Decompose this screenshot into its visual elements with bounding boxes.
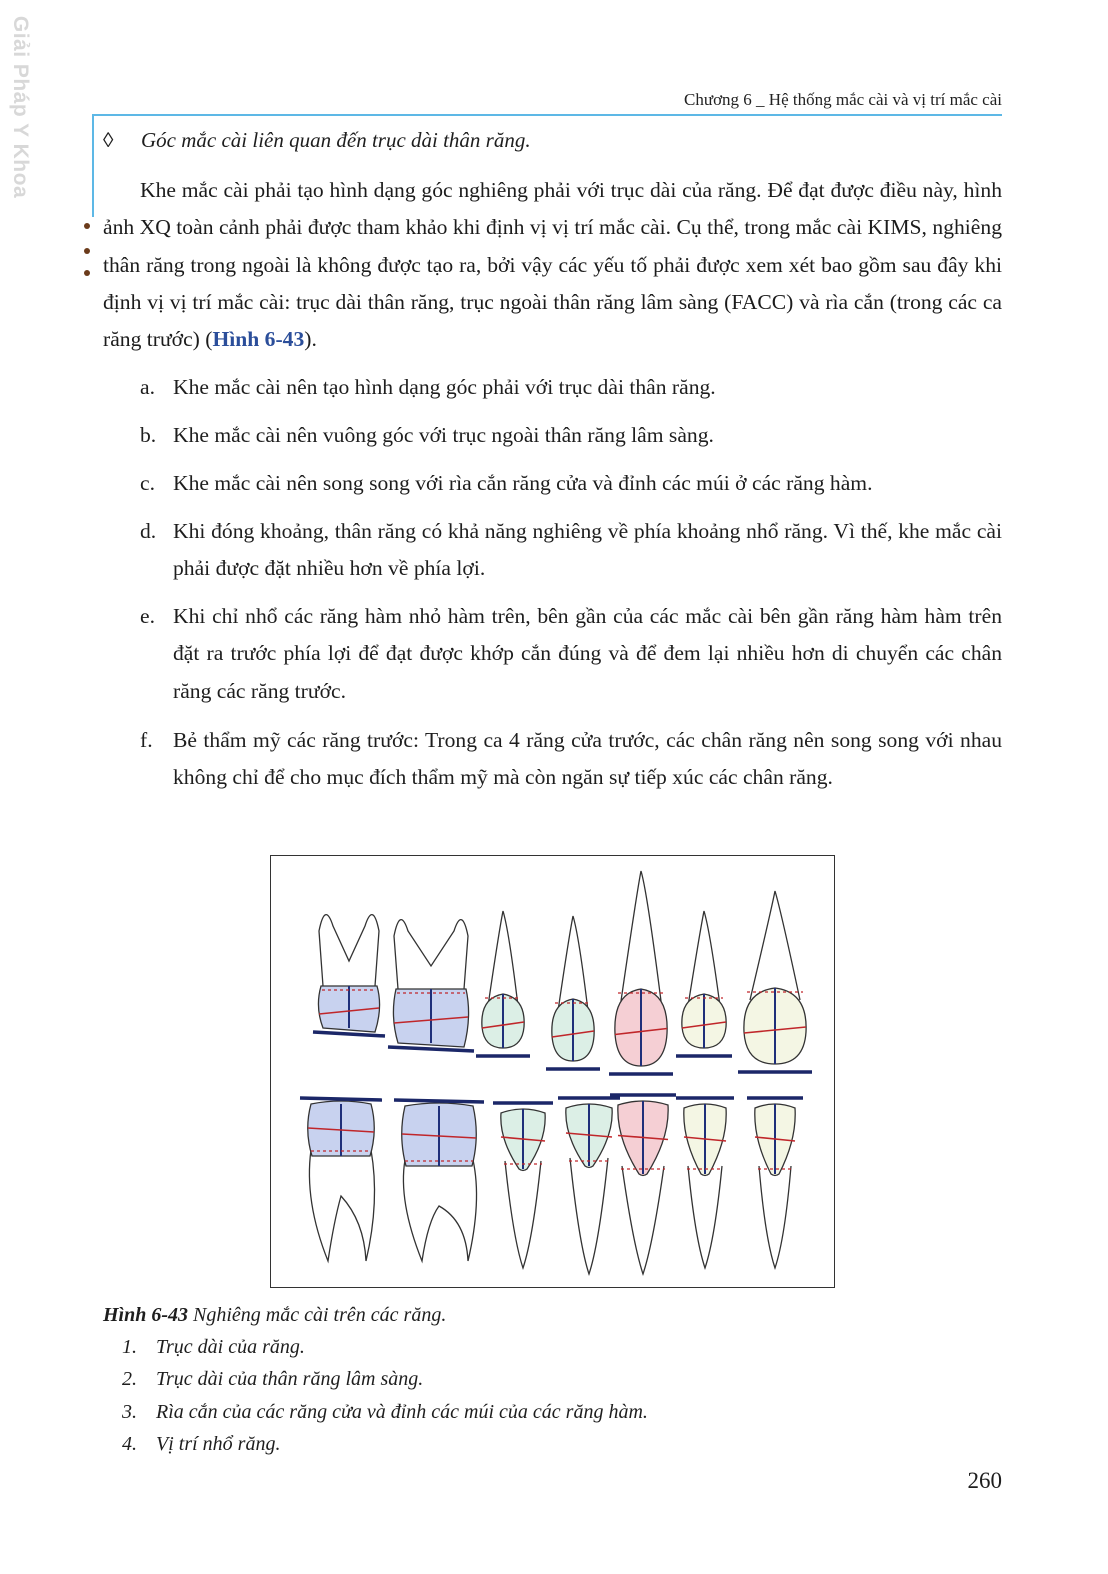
tooth-root: [688, 1166, 722, 1268]
side-rule: [92, 114, 94, 217]
list-item: d. Khi đóng khoảng, thân răng có khả năng nghiêng về phía khoảng nhổ răng. Vì thế, khe mắc cài phải được đặt nhiều hơn về phía lợi.: [140, 519, 1002, 581]
caption-item: 4. Vị trí nhổ răng.: [122, 1433, 281, 1455]
running-header: Chương 6 _ Hệ thống mắc cài và vị trí mắc cài: [684, 90, 1002, 109]
caption-item: 3. Rìa cắn của các răng cửa và đỉnh các múi của các răng hàm.: [122, 1401, 648, 1423]
page-number: 260: [967, 1468, 1002, 1493]
header-rule: [92, 114, 1002, 116]
figure-reference-link[interactable]: Hình 6-43: [212, 327, 305, 352]
tooth-root: [622, 1166, 664, 1274]
tooth-root: [488, 911, 518, 1006]
tooth-root: [309, 1150, 374, 1261]
tooth-root: [505, 1161, 541, 1268]
bracket-slot-line: [300, 1098, 382, 1100]
subheading-text: Góc mắc cài liên quan đến trục dài thân răng.: [141, 128, 531, 152]
caption-item: 2. Trục dài của thân răng lâm sàng.: [122, 1368, 424, 1390]
tooth-root: [394, 920, 468, 989]
caption-item: 1. Trục dài của răng.: [122, 1336, 305, 1358]
tooth-root: [319, 915, 379, 986]
list-item: e. Khi chỉ nhổ các răng hàm nhỏ hàm trên, bên gần của các mắc cài bên gần răng hàm hàm trên đặt ra trước phía lợi để đạt được khớp cắn đúng và để đem lại nhiều hơn di chuyển các chân răng các răng trước.: [140, 604, 1002, 703]
subheading: [103, 128, 531, 153]
watermark: Giải Pháp Y Khoa: [9, 15, 32, 199]
bracket-slot-line: [388, 1047, 474, 1051]
tooth-root: [688, 911, 720, 1006]
list-item: f. Bẻ thẩm mỹ các răng trước: Trong ca 4 răng cửa trước, các chân răng nên song song với nhau không chỉ để cho mục đích thẩm mỹ mà còn ngăn sự tiếp xúc các chân răng.: [140, 728, 1002, 790]
bullet-dot: [84, 223, 90, 229]
bracket-slot-line: [313, 1032, 385, 1036]
diamond-icon: ◊: [103, 128, 114, 152]
teeth-illustration: [271, 856, 833, 1286]
list-item: c. Khe mắc cài nên song song với rìa cắn răng cửa và đỉnh các múi ở các răng hàm.: [140, 471, 873, 495]
figure-caption: Hình 6-43 Nghiêng mắc cài trên các răng.: [103, 1304, 447, 1326]
tooth-root: [403, 1160, 476, 1261]
body-paragraph: Khe mắc cài phải tạo hình dạng góc nghiêng phải với trục dài của răng. Để đạt được điều này, hình ảnh XQ toàn cảnh phải được tham khảo khi định vị vị trí mắc cài. Cụ thể, trong mắc cài KIMS, nghiêng thân răng trong ngoài là không được tạo ra, bởi vậy các yếu tố phải được xem xét bao gồm sau đây khi định vị vị trí mắc cài: trục dài thân răng, trục ngoài thân răng lâm sàng (FACC) và rìa cắn (trong các ca răng trước) (Hình 6-43).: [103, 178, 1002, 352]
tooth-root: [570, 1158, 608, 1274]
bullet-dot: [84, 270, 90, 276]
tooth-root: [621, 871, 661, 1001]
list-item: a. Khe mắc cài nên tạo hình dạng góc phải với trục dài thân răng.: [140, 375, 716, 399]
bracket-slot-line: [394, 1100, 484, 1102]
tooth-root: [558, 916, 588, 1011]
tooth-root: [750, 891, 800, 1000]
bullet-dot: [84, 248, 90, 254]
list-item: b. Khe mắc cài nên vuông góc với trục ngoài thân răng lâm sàng.: [140, 423, 714, 447]
figure-teeth-diagram: [270, 855, 835, 1288]
tooth-root: [759, 1166, 791, 1268]
